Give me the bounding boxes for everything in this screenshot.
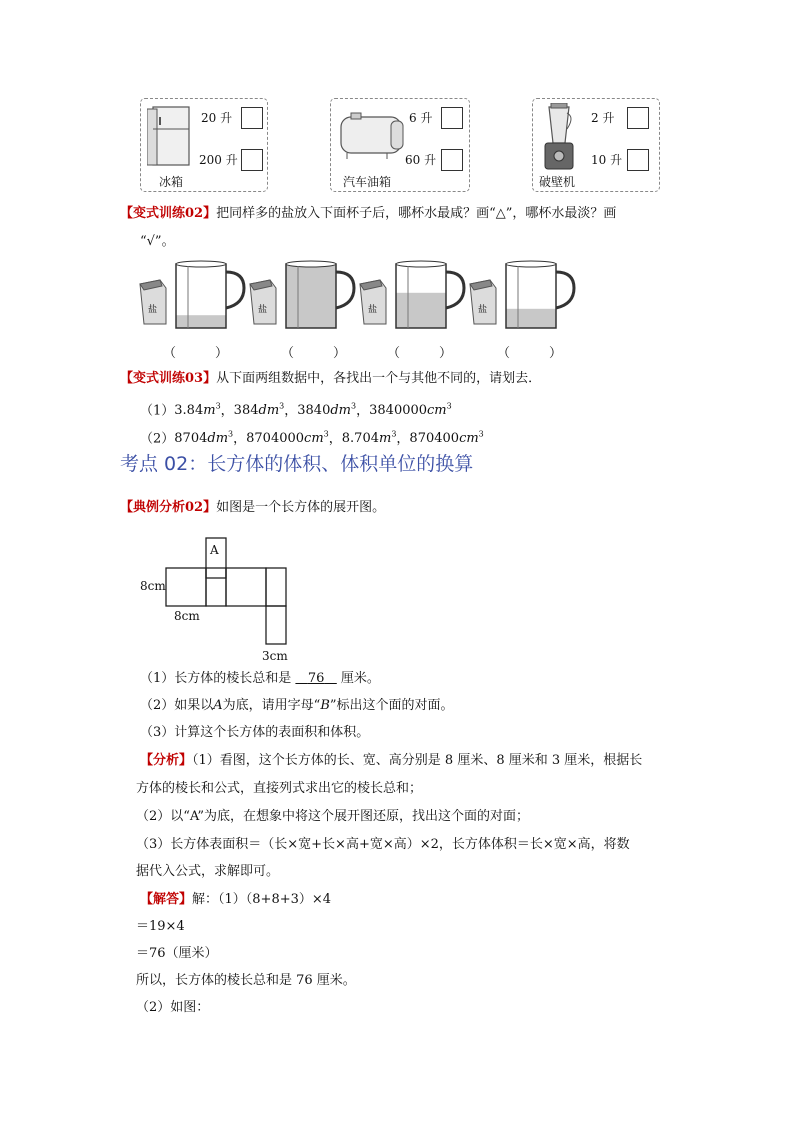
net-dim-height: 8cm: [140, 579, 166, 593]
container-card-fridge: [140, 98, 268, 192]
volume-value[interactable]: $8704dm^3$: [174, 430, 234, 447]
capacity-option-1: 2 升: [591, 111, 615, 125]
q2-text-2: 为底，请用字母“: [222, 698, 321, 713]
analysis-tag: 【分析】: [140, 753, 193, 768]
example-question-3: （3）计算这个长方体的表面积和体积。: [140, 725, 370, 740]
exercise-tag: 【变式训练03】: [120, 371, 217, 386]
container-name: 汽车油箱: [343, 175, 392, 189]
exercise-03-prompt: [120, 370, 541, 388]
q1-unit: 厘米。: [340, 671, 380, 686]
water-level: [506, 309, 556, 328]
capacity-option-1: 6 升: [409, 111, 433, 125]
salt-label: 盐: [148, 305, 158, 315]
salt-cup-1: [140, 261, 244, 328]
capacity-option-2: 60 升: [405, 153, 437, 167]
q1-answer-value: 76: [307, 671, 325, 686]
cup-handle: [336, 272, 354, 308]
example-question-1: [140, 670, 380, 688]
exercise-02-prompt: [120, 205, 616, 223]
q2-letter-b: B: [320, 698, 330, 713]
answer-line-1: [140, 891, 331, 909]
volume-value[interactable]: $8704000cm^3$: [246, 430, 329, 447]
net-face-right2: [266, 568, 286, 606]
exercise-03-group-1: [140, 398, 452, 420]
net-face-left: [166, 568, 206, 606]
net-dim-width: 3cm: [262, 649, 288, 663]
net-dim-length: 8cm: [174, 609, 200, 623]
exercise-03-group-2: [140, 426, 484, 448]
cup-handle: [446, 272, 464, 308]
volume-value[interactable]: $3.84m^3$: [174, 402, 221, 419]
cup-handle: [226, 272, 244, 308]
separator: ，: [356, 403, 370, 419]
example-tag: 【典例分析02】: [120, 500, 217, 515]
container-card-blender: [532, 98, 660, 192]
net-face-bottom: [266, 606, 286, 644]
exercise-tag: 【变式训练02】: [120, 206, 217, 221]
checkbox-1[interactable]: [627, 107, 649, 129]
q1-answer: [295, 671, 336, 686]
fridge-icon: [147, 105, 195, 169]
checkbox-1[interactable]: [241, 107, 263, 129]
analysis-line-3: （2）以“A”为底，在想象中将这个展开图还原，找出这个面的对面；: [136, 809, 530, 824]
answer-line-5: （2）如图：: [136, 1000, 210, 1015]
answer-tag: 【解答】: [140, 892, 193, 907]
cup-handle: [556, 272, 574, 308]
container-name: 破壁机: [539, 175, 576, 189]
net-face-label: A: [210, 543, 219, 557]
water-level: [286, 264, 336, 328]
checkbox-2[interactable]: [441, 149, 463, 171]
salt-cup-2: [250, 261, 354, 328]
answer-paren-1[interactable]: （ ）: [163, 346, 229, 361]
q1-text: （1）长方体的棱长总和是: [140, 671, 292, 686]
analysis-text: （1）看图，这个长方体的长、宽、高分别是 8 厘米、8 厘米和 3 厘米，根据长: [192, 753, 643, 768]
cups-figure: [136, 258, 596, 334]
analysis-line-4: （3）长方体表面积＝（长×宽+长×高+宽×高）×2，长方体体积＝长×宽×高，将数: [136, 837, 630, 852]
answer-text: 解：（1）（8+8+3）×4: [192, 892, 332, 907]
blender-icon: [541, 103, 577, 171]
volume-value[interactable]: $3840000cm^3$: [369, 402, 452, 419]
section-title: 考点 02：长方体的体积、体积单位的换算: [120, 453, 474, 475]
q2-letter-a: A: [213, 698, 223, 713]
q2-text-3: ”标出这个面的对面。: [329, 698, 454, 713]
salt-label: 盐: [368, 305, 378, 315]
exercise-text: 把同样多的盐放入下面杯子后，哪杯水最咸？画“△”，哪杯水最淡？画: [216, 206, 617, 221]
answer-paren-3[interactable]: （ ）: [387, 346, 453, 361]
exercise-02-prompt-cont: “√”。: [140, 234, 175, 249]
cuboid-net-figure: [136, 526, 296, 666]
answer-paren-4[interactable]: （ ）: [497, 346, 563, 361]
answer-line-3: ＝76（厘米）: [136, 946, 218, 961]
answer-line-4: 所以，长方体的棱长总和是 76 厘米。: [136, 973, 356, 988]
example-prompt: [120, 499, 385, 517]
separator: ，: [233, 431, 247, 447]
volume-value[interactable]: $384dm^3$: [233, 402, 285, 419]
separator: ，: [284, 403, 298, 419]
volume-value[interactable]: $3840dm^3$: [297, 402, 357, 419]
q2-text-1: （2）如果以: [140, 698, 214, 713]
checkbox-2[interactable]: [627, 149, 649, 171]
net-face-right: [226, 568, 266, 606]
salt-label: 盐: [478, 305, 488, 315]
container-name: 冰箱: [159, 175, 184, 189]
capacity-option-1: 20 升: [201, 111, 233, 125]
fuel-tank-icon: [337, 111, 409, 161]
volume-value[interactable]: $870400cm^3$: [409, 430, 484, 447]
separator: ，: [220, 403, 234, 419]
capacity-option-2: 10 升: [591, 153, 623, 167]
checkbox-1[interactable]: [441, 107, 463, 129]
analysis-line-5: 据代入公式，求解即可。: [136, 864, 280, 879]
separator: ，: [328, 431, 342, 447]
capacity-option-2: 200 升: [199, 153, 238, 167]
salt-label: 盐: [258, 305, 268, 315]
water-level: [176, 315, 226, 328]
volume-value[interactable]: $8.704m^3$: [341, 430, 397, 447]
item-label: （2）: [140, 431, 175, 447]
analysis-line-2: 方体的棱长和公式，直接列式求出它的棱长总和；: [136, 781, 423, 796]
net-face-mid: [206, 568, 226, 606]
checkbox-2[interactable]: [241, 149, 263, 171]
water-level: [396, 293, 446, 328]
item-label: （1）: [140, 403, 175, 419]
separator: ，: [396, 431, 410, 447]
example-text: 如图是一个长方体的展开图。: [216, 500, 386, 515]
example-question-2: [140, 697, 454, 715]
salt-cup-3: [360, 261, 464, 328]
answer-paren-2[interactable]: （ ）: [281, 346, 347, 361]
container-card-fuel-tank: [330, 98, 470, 192]
salt-cup-4: [470, 261, 574, 328]
analysis-line-1: [140, 752, 642, 770]
answer-line-2: ＝19×4: [136, 919, 185, 934]
exercise-text: 从下面两组数据中，各找出一个与其他不同的，请划去．: [216, 371, 542, 386]
